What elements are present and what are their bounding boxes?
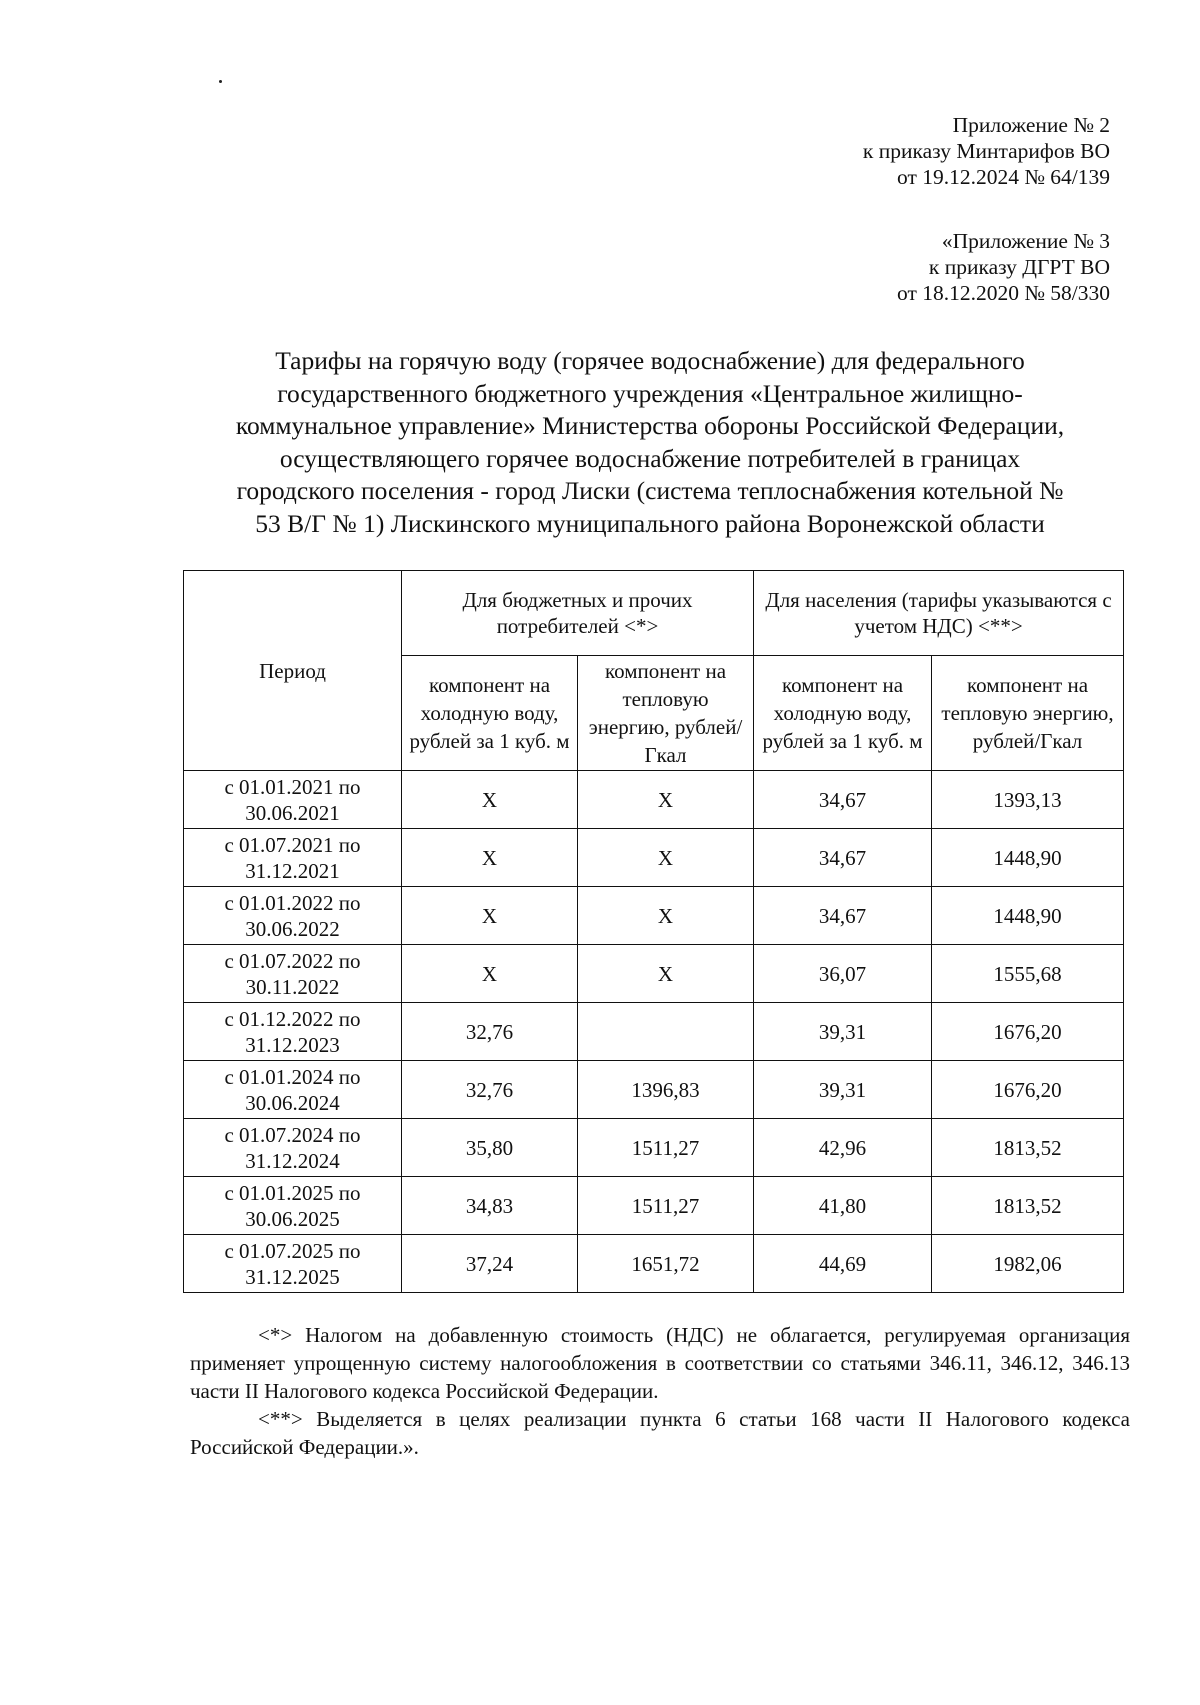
heat-budget-cell: 1651,72 bbox=[578, 1235, 754, 1293]
title-line: коммунальное управление» Министерства обороны Российской Федерации, bbox=[235, 411, 1065, 440]
heat-population-cell: 1448,90 bbox=[932, 829, 1124, 887]
footnotes bbox=[190, 1321, 1130, 1461]
heat-population-cell: 1813,52 bbox=[932, 1119, 1124, 1177]
population-header: Для населения (тарифы указываются с учетом НДС) <**> bbox=[754, 571, 1124, 656]
cold-population-cell: 41,80 bbox=[754, 1177, 932, 1235]
cold-population-cell: 34,67 bbox=[754, 887, 932, 945]
appendix-line: от 19.12.2024 № 64/139 bbox=[897, 165, 1110, 189]
table-row bbox=[184, 829, 1124, 887]
period-cell: с 01.07.2021 по 31.12.2021 bbox=[184, 829, 402, 887]
cold-budget-cell: 32,76 bbox=[402, 1003, 578, 1061]
table-row bbox=[184, 1177, 1124, 1235]
heat-budget-cell: Х bbox=[578, 771, 754, 829]
cold-budget-cell: 34,83 bbox=[402, 1177, 578, 1235]
heat-budget-cell: Х bbox=[578, 829, 754, 887]
heat-population-cell: 1813,52 bbox=[932, 1177, 1124, 1235]
cold-budget-cell: 32,76 bbox=[402, 1061, 578, 1119]
heat-population-cell: 1555,68 bbox=[932, 945, 1124, 1003]
heat-population-cell: 1448,90 bbox=[932, 887, 1124, 945]
cold-water-population-header: компонент на холодную воду, рублей за 1 куб. м bbox=[754, 656, 932, 771]
cold-population-cell: 34,67 bbox=[754, 829, 932, 887]
period-cell: с 01.07.2024 по 31.12.2024 bbox=[184, 1119, 402, 1177]
title-line: 53 В/Г № 1) Лискинского муниципального района Воронежской области bbox=[255, 508, 1045, 538]
period-cell: с 01.01.2024 по 30.06.2024 bbox=[184, 1061, 402, 1119]
appendix-line: Приложение № 2 bbox=[952, 113, 1110, 137]
title-line: Тарифы на горячую воду (горячее водоснабжение) для федерального bbox=[275, 346, 1025, 375]
period-cell: с 01.01.2021 по 30.06.2021 bbox=[184, 771, 402, 829]
cold-budget-cell: 35,80 bbox=[402, 1119, 578, 1177]
cold-population-cell: 34,67 bbox=[754, 771, 932, 829]
footnote-vat-exempt: <*> Налогом на добавленную стоимость (НДС) не облагается, регулируемая организация применяет упрощенную систему налогообложения в соответствии со статьями 346.11, 346.12, 346.13 части II Налогового кодекса Российской Федерации. bbox=[190, 1323, 1130, 1403]
scan-dot bbox=[219, 80, 222, 83]
table-row bbox=[184, 1119, 1124, 1177]
document-title bbox=[170, 345, 1130, 540]
period-cell: с 01.01.2022 по 30.06.2022 bbox=[184, 887, 402, 945]
appendix-line: «Приложение № 3 bbox=[941, 229, 1110, 253]
table-row bbox=[184, 945, 1124, 1003]
heat-budget-cell: Х bbox=[578, 945, 754, 1003]
period-cell: с 01.01.2025 по 30.06.2025 bbox=[184, 1177, 402, 1235]
title-line: осуществляющего горячее водоснабжение потребителей в границах bbox=[279, 443, 1021, 473]
cold-budget-cell: 37,24 bbox=[402, 1235, 578, 1293]
table-row bbox=[184, 771, 1124, 829]
heat-energy-population-header: компонент на тепловую энергию, рублей/Гкал bbox=[932, 656, 1124, 771]
title-line: государственного бюджетного учреждения «Центральное жилищно- bbox=[277, 378, 1023, 408]
table-row bbox=[184, 1061, 1124, 1119]
heat-population-cell: 1393,13 bbox=[932, 771, 1124, 829]
cold-budget-cell: Х bbox=[402, 829, 578, 887]
cold-population-cell: 39,31 bbox=[754, 1003, 932, 1061]
appendix-line: к приказу ДГРТ ВО bbox=[928, 255, 1110, 279]
cold-budget-cell: Х bbox=[402, 887, 578, 945]
period-cell: с 01.07.2025 по 31.12.2025 bbox=[184, 1235, 402, 1293]
cold-population-cell: 44,69 bbox=[754, 1235, 932, 1293]
appendix-line: от 18.12.2020 № 58/330 bbox=[897, 281, 1110, 305]
heat-budget-cell: 1511,27 bbox=[578, 1177, 754, 1235]
heat-budget-cell: 1396,83 bbox=[578, 1061, 754, 1119]
tariff-table bbox=[183, 570, 1124, 1293]
cold-population-cell: 36,07 bbox=[754, 945, 932, 1003]
cold-budget-cell: Х bbox=[402, 771, 578, 829]
table-row bbox=[184, 1235, 1124, 1293]
heat-budget-cell: Х bbox=[578, 887, 754, 945]
footnote-vat-included: <**> Выделяется в целях реализации пункта 6 статьи 168 части II Налогового кодекса Российской Федерации.». bbox=[190, 1407, 1130, 1459]
heat-budget-cell bbox=[578, 1003, 754, 1061]
title-line: городского поселения - город Лиски (система теплоснабжения котельной № bbox=[236, 476, 1064, 505]
table-row bbox=[184, 887, 1124, 945]
heat-population-cell: 1676,20 bbox=[932, 1061, 1124, 1119]
appendix-heading bbox=[863, 112, 1110, 190]
previous-appendix-heading bbox=[897, 228, 1110, 306]
table-row bbox=[184, 1003, 1124, 1061]
heat-energy-budget-header: компонент на тепловую энергию, рублей/Гкал bbox=[578, 656, 754, 771]
period-cell: с 01.07.2022 по 30.11.2022 bbox=[184, 945, 402, 1003]
heat-budget-cell: 1511,27 bbox=[578, 1119, 754, 1177]
cold-population-cell: 42,96 bbox=[754, 1119, 932, 1177]
appendix-line: к приказу Минтарифов ВО bbox=[862, 139, 1110, 163]
heat-population-cell: 1676,20 bbox=[932, 1003, 1124, 1061]
budget-consumers-header: Для бюджетных и прочих потребителей <*> bbox=[402, 571, 754, 656]
period-cell: с 01.12.2022 по 31.12.2023 bbox=[184, 1003, 402, 1061]
period-header: Период bbox=[184, 571, 402, 771]
cold-water-budget-header: компонент на холодную воду, рублей за 1 куб. м bbox=[402, 656, 578, 771]
heat-population-cell: 1982,06 bbox=[932, 1235, 1124, 1293]
cold-population-cell: 39,31 bbox=[754, 1061, 932, 1119]
cold-budget-cell: Х bbox=[402, 945, 578, 1003]
